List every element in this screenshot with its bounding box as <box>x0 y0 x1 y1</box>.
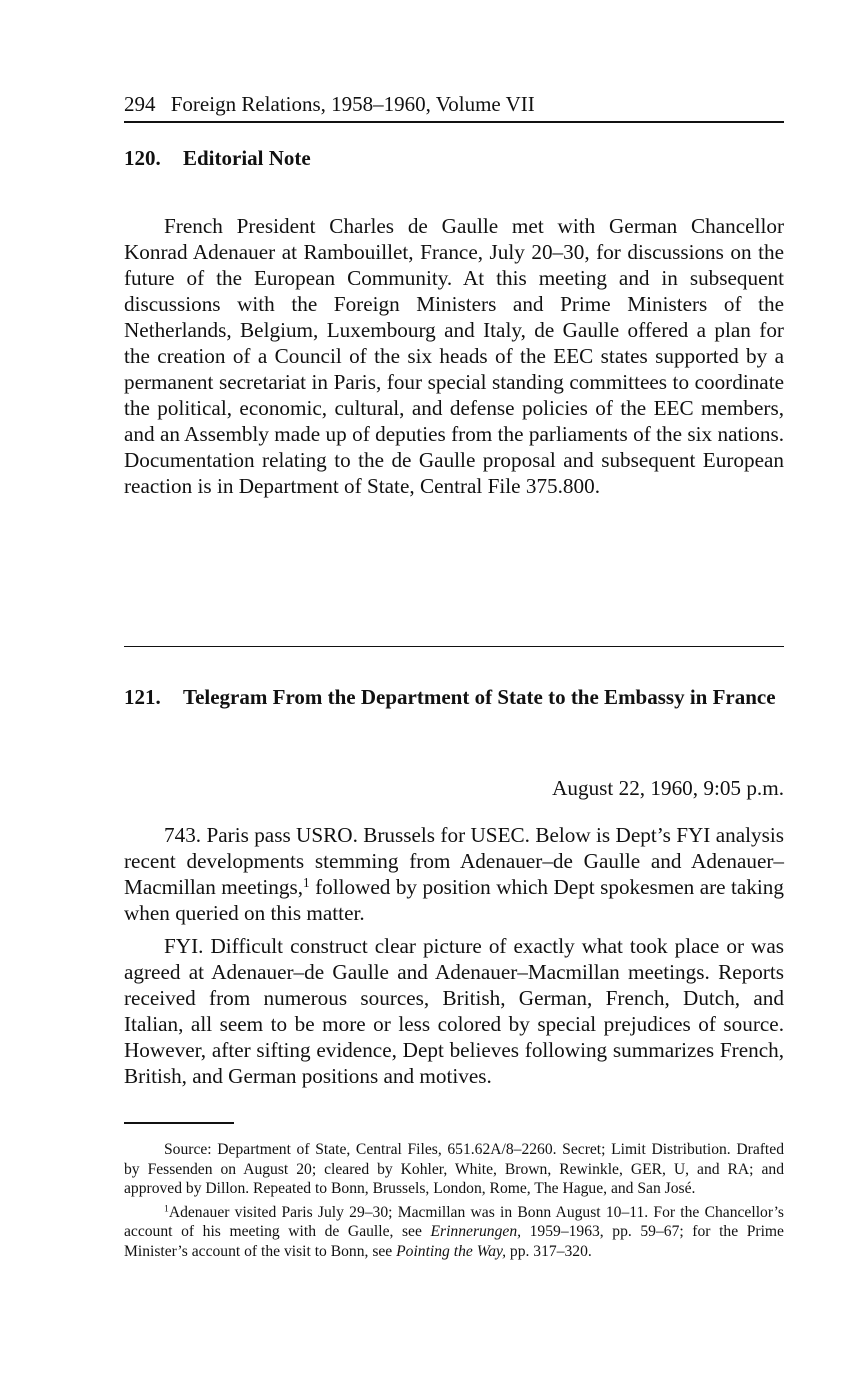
footnote-separator <box>124 1122 234 1124</box>
paragraph-1-text: 743. Paris pass USRO. Brussels for USEC. Below is Dept’s FYI analysis recent developments stemming from Adenauer–de Gaulle and Adenauer–Macmillan meetings, <box>124 823 784 899</box>
doc-121-heading <box>124 684 784 710</box>
footnote-ref-1: 1 <box>303 874 310 890</box>
doc-121-body <box>124 822 784 1089</box>
running-head <box>124 92 784 123</box>
telegram-paragraph-2: FYI. Difficult construct clear picture of exactly what took place or was agreed at Adenauer–de Gaulle and Adenauer–Macmillan meetings. Reports received from numerous sources, British, German, French, Dutch, and Italian, all seem to be more or less colored by special prejudices of source. However, after sifting evidence, Dept believes following summarizes French, British, and German positions and motives. <box>124 934 784 1088</box>
footnote-1-ref-pointing-the-way: Pointing the Way, <box>396 1242 507 1260</box>
footnote-1 <box>124 1203 784 1262</box>
footnote-1-ref-erinnerungen: Erinnerungen, <box>430 1223 522 1240</box>
doc-120-heading <box>124 145 784 171</box>
doc-121-number: 121. <box>124 685 161 709</box>
doc-120-title: Editorial Note <box>183 146 311 170</box>
doc-120-number: 120. <box>124 146 161 170</box>
footnote-1-marker: 1 <box>164 1203 169 1215</box>
paragraph-1-continuation: followed by position which Dept spokesmen are taking when queried on this matter. <box>124 875 784 925</box>
section-divider <box>124 646 784 647</box>
doc-120-body <box>124 213 784 499</box>
footnote-1-text-2: 1959–1963, pp. 59–67; for the Prime Minister’s account of the visit to Bonn, see <box>124 1223 784 1260</box>
telegram-dateline: August 22, 1960, 9:05 p.m. <box>552 776 784 800</box>
telegram-paragraph-1 <box>124 822 784 926</box>
page-number: 294 <box>124 92 156 116</box>
volume-title: Foreign Relations, 1958–1960, Volume VII <box>170 92 535 116</box>
footnotes <box>124 1140 784 1261</box>
editorial-note-paragraph: French President Charles de Gaulle met with German Chancellor Konrad Adenauer at Rambouillet, France, July 20–30, for discussions on the future of the European Community. At this meeting and in subsequent discussions with the Foreign Ministers and Prime Ministers of the Netherlands, Belgium, Luxembourg and Italy, de Gaulle offered a plan for the creation of a Council of the six heads of the EEC states supported by a permanent secretariat in Paris, four special standing committees to coordinate the political, economic, cultural, and defense policies of the EEC members, and an Assembly made up of deputies from the parliaments of the six nations. Documentation relating to the de Gaulle proposal and subsequent European reaction is in Department of State, Central File 375.800. <box>124 214 784 498</box>
doc-121-title: Telegram From the Department of State to the Embassy in France <box>183 685 776 709</box>
footnote-1-text-3: pp. 317–320. <box>506 1242 592 1260</box>
footnote-1-text: Adenauer visited Paris July 29–30; Macmillan was in Bonn August 10–11. For the Chancellor’s account of his meeting with de Gaulle, see <box>124 1203 784 1240</box>
source-note: Source: Department of State, Central Files, 651.62A/8–2260. Secret; Limit Distribution. Drafted by Fessenden on August 20; cleared by Kohler, White, Brown, Rewinkle, GER, U, and RA; and approved by Dillon. Repeated to Bonn, Brussels, London, Rome, The Hague, and San José. <box>124 1141 784 1197</box>
